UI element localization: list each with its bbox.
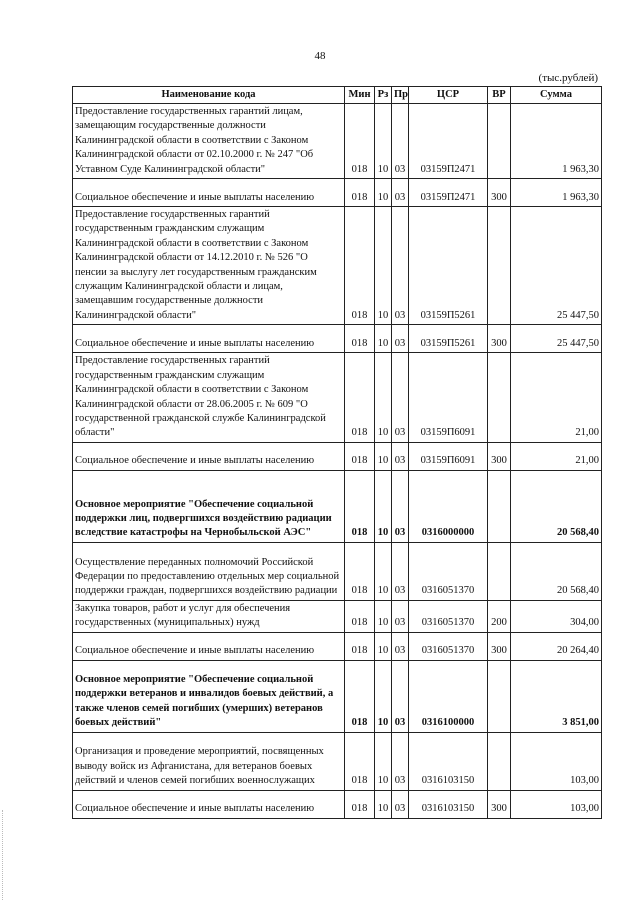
cell-rz: 10 bbox=[375, 542, 392, 600]
cell-sum: 25 447,50 bbox=[511, 207, 602, 325]
cell-rz: 10 bbox=[375, 632, 392, 660]
cell-csr: 03159П5261 bbox=[409, 207, 488, 325]
cell-name: Основное мероприятие "Обеспечение социальной поддержки лиц, подвергшихся воздействию радиации вследствие катастрофы на Чернобыльской АЭС" bbox=[73, 470, 345, 542]
cell-min: 018 bbox=[345, 790, 375, 818]
cell-rz: 10 bbox=[375, 207, 392, 325]
cell-rz: 10 bbox=[375, 179, 392, 207]
cell-sum: 1 963,30 bbox=[511, 179, 602, 207]
cell-vr bbox=[488, 660, 511, 732]
cell-csr: 03159П6091 bbox=[409, 442, 488, 470]
cell-name: Социальное обеспечение и иные выплаты населению bbox=[73, 179, 345, 207]
cell-pr: 03 bbox=[392, 179, 409, 207]
cell-min: 018 bbox=[345, 179, 375, 207]
table-row bbox=[73, 442, 602, 470]
cell-sum: 103,00 bbox=[511, 790, 602, 818]
cell-min: 018 bbox=[345, 660, 375, 732]
units-label: (тыс.рублей) bbox=[538, 72, 598, 84]
cell-vr bbox=[488, 353, 511, 442]
cell-rz: 10 bbox=[375, 790, 392, 818]
cell-name: Предоставление государственных гарантий государственным гражданским служащим Калининградской области в соответствии с Законом Калининградской области от 28.06.2005 г. № 609 "О государственной гражданской службе Калининградской области" bbox=[73, 353, 345, 442]
budget-table bbox=[72, 86, 602, 819]
cell-csr: 03159П5261 bbox=[409, 325, 488, 353]
cell-pr: 03 bbox=[392, 470, 409, 542]
table-row bbox=[73, 470, 602, 542]
cell-csr: 0316051370 bbox=[409, 542, 488, 600]
cell-csr: 0316103150 bbox=[409, 790, 488, 818]
cell-pr: 03 bbox=[392, 600, 409, 632]
cell-csr: 03159П2471 bbox=[409, 104, 488, 179]
table-row bbox=[73, 632, 602, 660]
cell-rz: 10 bbox=[375, 660, 392, 732]
cell-vr bbox=[488, 542, 511, 600]
cell-name: Социальное обеспечение и иные выплаты населению bbox=[73, 790, 345, 818]
margin-dots bbox=[2, 810, 5, 900]
table-row bbox=[73, 207, 602, 325]
cell-rz: 10 bbox=[375, 353, 392, 442]
header-sum: Сумма bbox=[511, 87, 602, 104]
cell-sum: 21,00 bbox=[511, 353, 602, 442]
cell-name: Организация и проведение мероприятий, посвященных выводу войск из Афганистана, для ветеранов боевых действий и членов семей погибших военнослужащих bbox=[73, 732, 345, 790]
cell-rz: 10 bbox=[375, 104, 392, 179]
cell-pr: 03 bbox=[392, 207, 409, 325]
table-row bbox=[73, 732, 602, 790]
table-row bbox=[73, 104, 602, 179]
table-header-row bbox=[73, 87, 602, 104]
header-vr: ВР bbox=[488, 87, 511, 104]
cell-min: 018 bbox=[345, 207, 375, 325]
cell-sum: 21,00 bbox=[511, 442, 602, 470]
cell-sum: 25 447,50 bbox=[511, 325, 602, 353]
cell-min: 018 bbox=[345, 632, 375, 660]
cell-rz: 10 bbox=[375, 732, 392, 790]
cell-name: Социальное обеспечение и иные выплаты населению bbox=[73, 325, 345, 353]
header-min: Мин bbox=[345, 87, 375, 104]
table-row bbox=[73, 660, 602, 732]
cell-sum: 20 568,40 bbox=[511, 542, 602, 600]
cell-vr bbox=[488, 104, 511, 179]
header-rz: Рз bbox=[375, 87, 392, 104]
cell-csr: 0316100000 bbox=[409, 660, 488, 732]
cell-sum: 20 568,40 bbox=[511, 470, 602, 542]
cell-vr: 300 bbox=[488, 442, 511, 470]
cell-pr: 03 bbox=[392, 325, 409, 353]
table-row bbox=[73, 179, 602, 207]
cell-vr: 300 bbox=[488, 632, 511, 660]
cell-vr bbox=[488, 470, 511, 542]
cell-csr: 03159П2471 bbox=[409, 179, 488, 207]
header-csr: ЦСР bbox=[409, 87, 488, 104]
cell-name: Социальное обеспечение и иные выплаты населению bbox=[73, 442, 345, 470]
table-row bbox=[73, 790, 602, 818]
cell-sum: 304,00 bbox=[511, 600, 602, 632]
cell-csr: 0316103150 bbox=[409, 732, 488, 790]
table-row bbox=[73, 353, 602, 442]
cell-csr: 0316051370 bbox=[409, 632, 488, 660]
cell-pr: 03 bbox=[392, 632, 409, 660]
header-name: Наименование кода bbox=[73, 87, 345, 104]
table-row bbox=[73, 600, 602, 632]
cell-min: 018 bbox=[345, 104, 375, 179]
cell-pr: 03 bbox=[392, 542, 409, 600]
page-number: 48 bbox=[314, 50, 326, 62]
cell-vr: 300 bbox=[488, 325, 511, 353]
table-row bbox=[73, 325, 602, 353]
cell-csr: 0316051370 bbox=[409, 600, 488, 632]
cell-vr bbox=[488, 732, 511, 790]
cell-rz: 10 bbox=[375, 325, 392, 353]
cell-pr: 03 bbox=[392, 104, 409, 179]
cell-vr: 300 bbox=[488, 179, 511, 207]
cell-csr: 03159П6091 bbox=[409, 353, 488, 442]
cell-min: 018 bbox=[345, 325, 375, 353]
cell-pr: 03 bbox=[392, 790, 409, 818]
cell-csr: 0316000000 bbox=[409, 470, 488, 542]
cell-name: Закупка товаров, работ и услуг для обеспечения государственных (муниципальных) нужд bbox=[73, 600, 345, 632]
cell-vr bbox=[488, 207, 511, 325]
cell-name: Основное мероприятие "Обеспечение социальной поддержки ветеранов и инвалидов боевых действий, а также членов семей погибших (умерших) ветеранов боевых действий" bbox=[73, 660, 345, 732]
cell-name: Социальное обеспечение и иные выплаты населению bbox=[73, 632, 345, 660]
cell-min: 018 bbox=[345, 470, 375, 542]
cell-pr: 03 bbox=[392, 660, 409, 732]
table-row bbox=[73, 542, 602, 600]
cell-name: Осуществление переданных полномочий Российской Федерации по предоставлению отдельных мер социальной поддержки граждан, подвергшихся воздействию радиации bbox=[73, 542, 345, 600]
cell-min: 018 bbox=[345, 542, 375, 600]
cell-min: 018 bbox=[345, 732, 375, 790]
cell-min: 018 bbox=[345, 353, 375, 442]
cell-name: Предоставление государственных гарантий лицам, замещающим государственные должности Калининградской области в соответствии с Законом Калининградской области от 02.10.2000 г. № 247 "Об Уставном Суде Калининградской области" bbox=[73, 104, 345, 179]
cell-name: Предоставление государственных гарантий государственным гражданским служащим Калининградской области в соответствии с Законом Калининградской области от 14.12.2010 г. № 526 "О пенсии за выслугу лет государственным гражданским служащим Калининградской области и лицам, замещавшим государственные должности Калининградской области" bbox=[73, 207, 345, 325]
cell-pr: 03 bbox=[392, 353, 409, 442]
cell-vr: 200 bbox=[488, 600, 511, 632]
cell-sum: 3 851,00 bbox=[511, 660, 602, 732]
cell-sum: 1 963,30 bbox=[511, 104, 602, 179]
cell-sum: 20 264,40 bbox=[511, 632, 602, 660]
cell-rz: 10 bbox=[375, 442, 392, 470]
cell-rz: 10 bbox=[375, 470, 392, 542]
cell-min: 018 bbox=[345, 442, 375, 470]
cell-vr: 300 bbox=[488, 790, 511, 818]
cell-sum: 103,00 bbox=[511, 732, 602, 790]
cell-pr: 03 bbox=[392, 442, 409, 470]
cell-min: 018 bbox=[345, 600, 375, 632]
cell-rz: 10 bbox=[375, 600, 392, 632]
header-pr: Пр bbox=[392, 87, 409, 104]
cell-pr: 03 bbox=[392, 732, 409, 790]
